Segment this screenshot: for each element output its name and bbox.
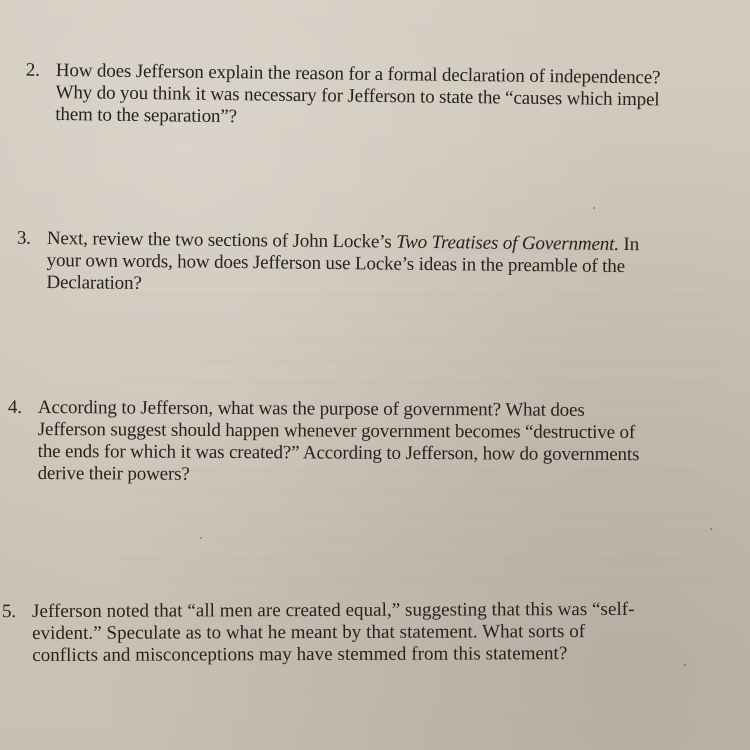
paper-speck [200,537,202,539]
question-number: 3. [16,227,31,249]
question-line: Jefferson suggest should happen whenever government becomes “destructive of [37,418,636,444]
question-line: derive their powers? [37,462,190,485]
question-2 [25,59,736,134]
paper-speck [593,207,595,209]
question-number: 2. [25,59,40,81]
question-line: your own words, how does Jefferson use Locke’s ideas in the preamble of the [46,249,626,278]
question-line: conflicts and misconceptions may have stemmed from this statement? [32,643,568,666]
question-3 [16,227,737,301]
question-5 [2,598,748,667]
question-line: evident.” Speculate as to what he meant by that statement. What sorts of [32,621,586,644]
question-line: Declaration? [46,271,142,294]
question-line: Why do you think it was necessary for Jefferson to state the “causes which impel [55,81,660,111]
question-line: According to Jefferson, what was the purpose of government? What does [37,397,585,421]
question-line: Jefferson noted that “all men are created equal,” suggesting that this was “self- [32,598,635,622]
question-line: the ends for which it was created?” According to Jefferson, how do governments [37,440,640,466]
paper-speck [684,664,686,666]
question-4 [7,396,750,489]
paper-speck [710,528,712,530]
book-title: Two Treatises of Government. [396,231,619,255]
question-line: How does Jefferson explain the reason for a formal declaration of independence? [55,60,661,89]
question-number: 4. [7,396,22,418]
question-number: 5. [2,601,17,623]
question-text: In [618,233,640,256]
question-line: them to the separation”? [55,103,238,128]
question-text: Next, review the two sections of John Locke’s [46,228,397,253]
